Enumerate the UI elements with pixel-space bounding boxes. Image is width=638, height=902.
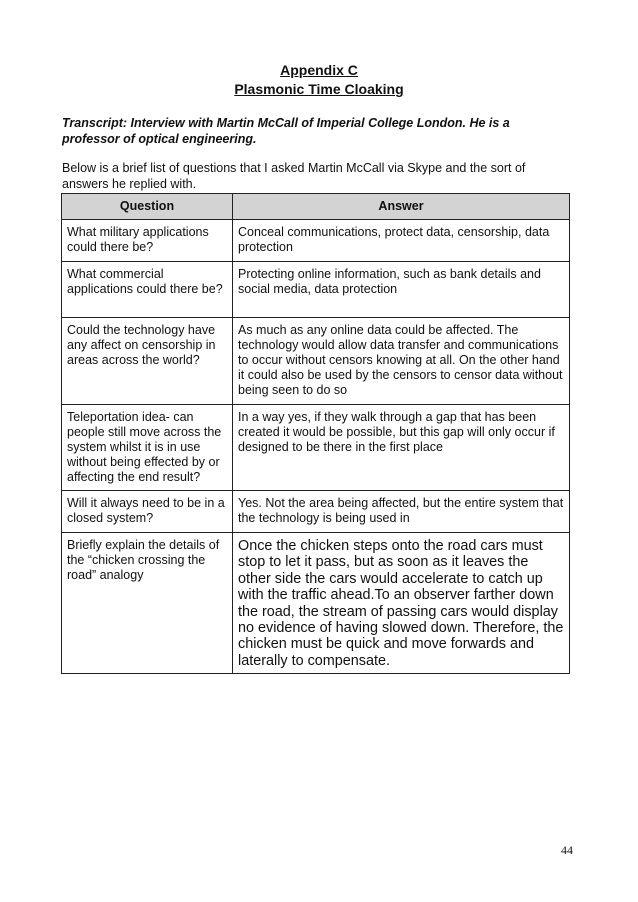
page-number: 44 [561,843,573,857]
appendix-title: Plasmonic Time Cloaking [234,81,404,97]
table-row [62,405,570,491]
question-cell: Briefly explain the details of the “chicken crossing the road” analogy [62,533,233,674]
table-row [62,318,570,405]
question-cell: Teleportation idea- can people still move across the system whilst it is in use without being effected by or affecting the end result? [62,405,233,491]
question-column-header: Question [62,194,233,220]
table-row [62,220,570,262]
transcript-subtitle: Transcript: Interview with Martin McCall of Imperial College London. He is a professor of optical engineering. [62,116,510,146]
answer-cell: Protecting online information, such as bank details and social media, data protection [233,262,570,318]
answer-column-header: Answer [233,194,570,220]
table-header-row [62,194,570,220]
question-cell: What commercial applications could there be? [62,262,233,318]
question-cell: What military applications could there be? [62,220,233,262]
appendix-heading: Appendix C [280,62,358,78]
table-row [62,533,570,674]
intro-paragraph: Below is a brief list of questions that I asked Martin McCall via Skype and the sort of answers he replied with. [62,161,526,191]
question-cell: Will it always need to be in a closed system? [62,491,233,533]
answer-cell: In a way yes, if they walk through a gap that has been created it would be possible, but this gap will only occur if designed to be there in the first place [233,405,570,491]
question-cell: Could the technology have any affect on censorship in areas across the world? [62,318,233,405]
answer-cell: Yes. Not the area being affected, but the entire system that the technology is being used in [233,491,570,533]
table-row [62,491,570,533]
answer-cell: Once the chicken steps onto the road cars must stop to let it pass, but as soon as it leaves the other side the cars would accelerate to catch up with the traffic ahead.To an observer farther down the road, the stream of passing cars would display no evidence of having slowed down. Therefore, the chicken must be quick and move forwards and laterally to compensate. [233,533,570,674]
table-row [62,262,570,318]
interview-table [61,193,570,674]
answer-cell: As much as any online data could be affected. The technology would allow data transfer and communications to occur without censors knowing at all. On the other hand it could also be used by the censors to censor data without being seen to do so [233,318,570,405]
answer-cell: Conceal communications, protect data, censorship, data protection [233,220,570,262]
